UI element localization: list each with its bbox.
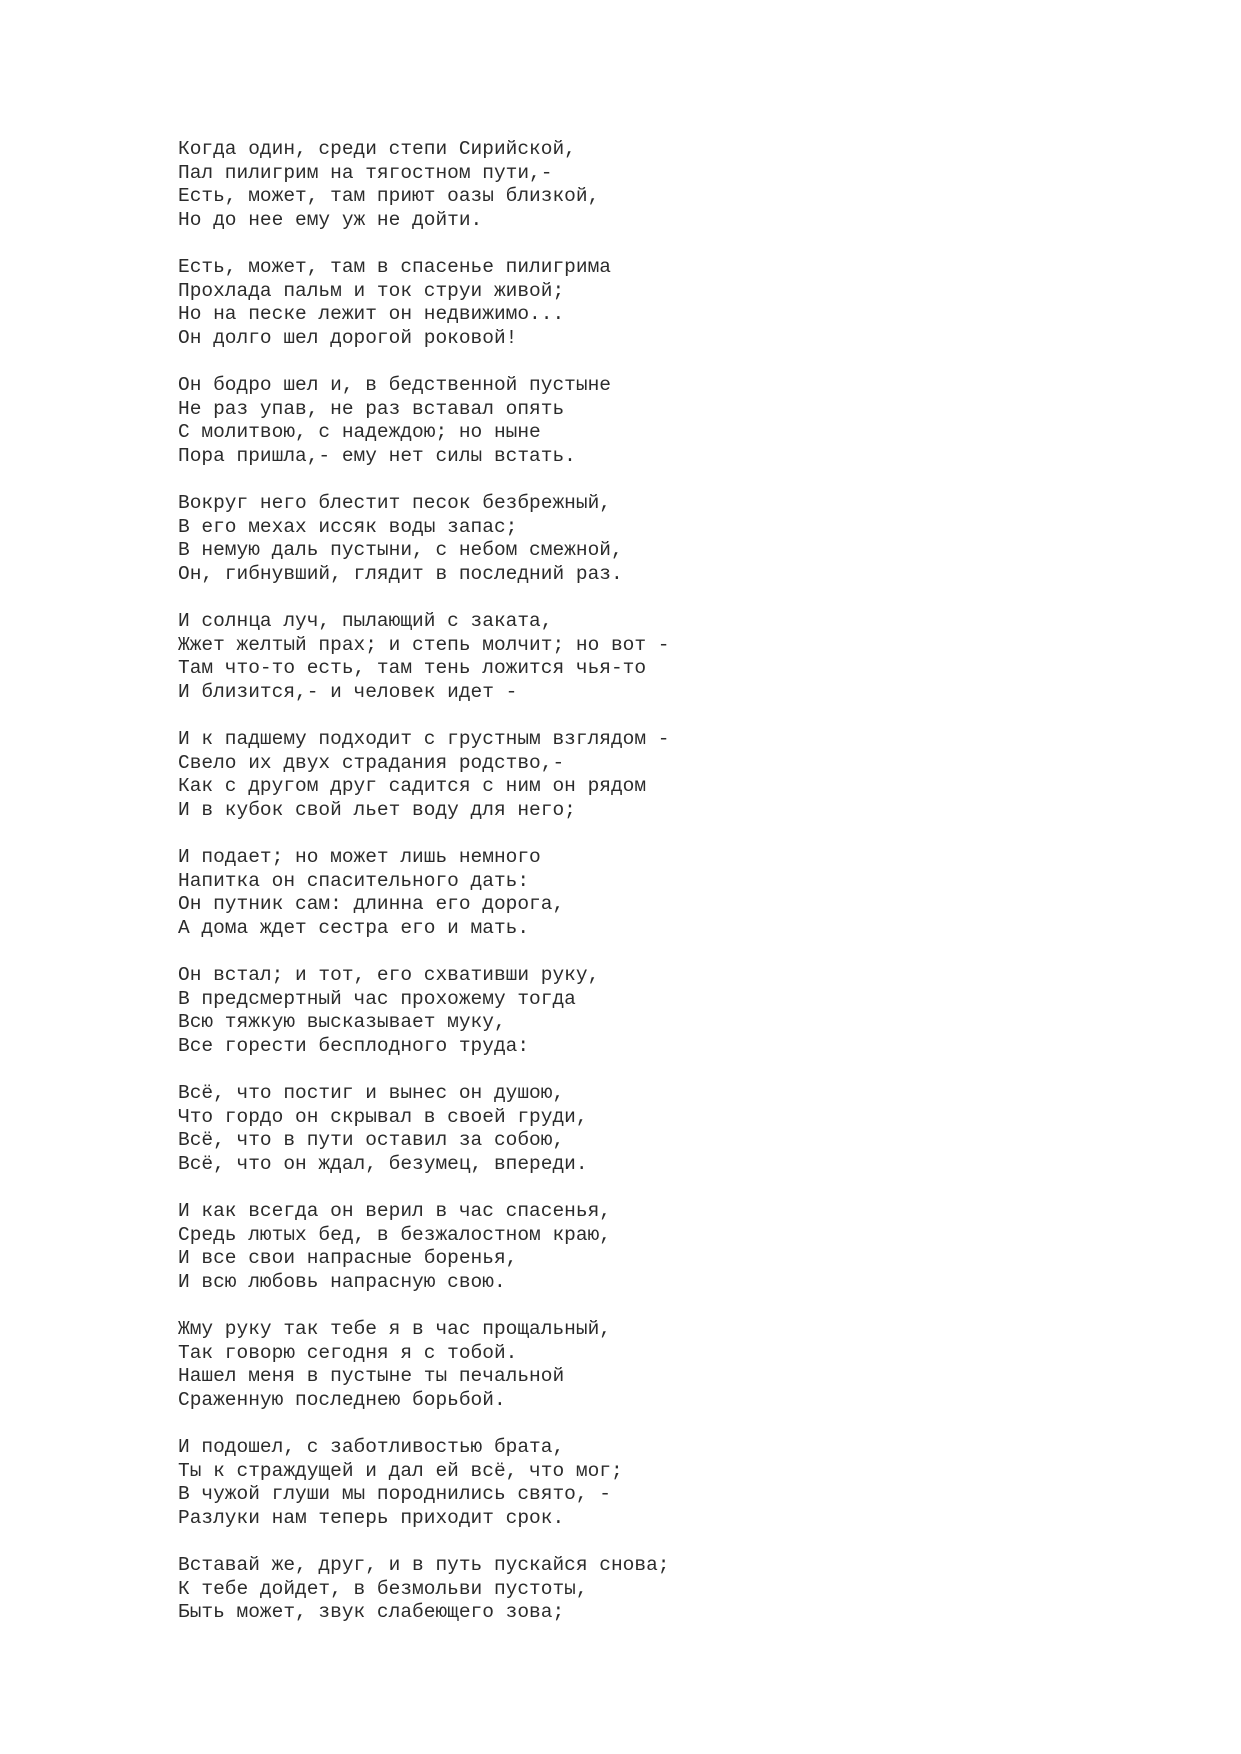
poem-line: А дома ждет сестра его и мать. xyxy=(178,916,530,939)
stanza xyxy=(178,728,1178,822)
poem-line: Пора пришла,- ему нет силы встать. xyxy=(178,444,576,467)
poem-line: Когда один, среди степи Сирийской, xyxy=(178,138,576,160)
poem-line: Он, гибнувший, глядит в последний раз. xyxy=(178,562,623,585)
poem-line: И как всегда он верил в час спасенья, xyxy=(178,1200,611,1222)
poem-line: Всё, что он ждал, безумец, впереди. xyxy=(178,1152,588,1175)
poem-line: Пал пилигрим на тягостном пути,- xyxy=(178,161,553,184)
poem-line: Что гордо он скрывал в своей груди, xyxy=(178,1105,588,1128)
poem-line: Он долго шел дорогой роковой! xyxy=(178,326,518,349)
stanza xyxy=(178,610,1178,704)
poem-line: К тебе дойдет, в безмольви пустоты, xyxy=(178,1577,588,1600)
poem-line: Свело их двух страдания родство,- xyxy=(178,751,565,774)
poem-line: И все свои напрасные боренья, xyxy=(178,1247,518,1269)
poem-line: Напитка он спасительного дать: xyxy=(178,869,530,892)
poem-line: Он встал; и тот, его схвативши руку, xyxy=(178,964,600,986)
poem-line: В немую даль пустыни, с небом смежной, xyxy=(178,539,623,561)
poem-line: Жму руку так тебе я в час прощальный, xyxy=(178,1318,611,1340)
poem-line: Всё, что в пути оставил за собою, xyxy=(178,1129,565,1151)
poem-line: Есть, может, там приют оазы близкой, xyxy=(178,185,600,207)
poem-line: Так говорю сегодня я с тобой. xyxy=(178,1341,518,1364)
stanza xyxy=(178,1436,1178,1530)
poem-line: Всё, что постиг и вынес он душою, xyxy=(178,1082,565,1104)
poem-line: И в кубок свой льет воду для него; xyxy=(178,798,576,821)
poem-line: Нашел меня в пустыне ты печальной xyxy=(178,1365,565,1387)
stanza xyxy=(178,374,1178,468)
poem-line: Он бодро шел и, в бедственной пустыне xyxy=(178,374,611,396)
stanza xyxy=(178,256,1178,350)
stanza xyxy=(178,1554,1178,1625)
poem-line: Вставай же, друг, и в путь пускайся снова; xyxy=(178,1554,670,1576)
stanza xyxy=(178,846,1178,940)
poem-line: Средь лютых бед, в безжалостном краю, xyxy=(178,1223,611,1246)
poem-line: И солнца луч, пылающий с заката, xyxy=(178,610,553,632)
poem-line: Все горести бесплодного труда: xyxy=(178,1034,530,1057)
poem-line: Как с другом друг садится с ним он рядом xyxy=(178,775,647,797)
poem-line: Там что-то есть, там тень ложится чья-то xyxy=(178,657,647,679)
poem-line: Сраженную последнею борьбой. xyxy=(178,1388,506,1411)
poem-line: Быть может, звук слабеющего зова; xyxy=(178,1601,565,1623)
poem-line: Жжет желтый прах; и степь молчит; но вот - xyxy=(178,633,670,656)
poem-line: Но до нее ему уж не дойти. xyxy=(178,208,483,231)
poem-line: И близится,- и человек идет - xyxy=(178,680,518,703)
poem-line: Но на песке лежит он недвижимо... xyxy=(178,303,565,325)
poem-line: Разлуки нам теперь приходит срок. xyxy=(178,1506,565,1529)
poem-line: И подает; но может лишь немного xyxy=(178,846,541,868)
stanza xyxy=(178,138,1178,232)
poem-line: И подошел, с заботливостью брата, xyxy=(178,1436,565,1458)
poem-line: Всю тяжкую высказывает муку, xyxy=(178,1011,506,1033)
stanza xyxy=(178,1200,1178,1294)
poem-line: Не раз упав, не раз вставал опять xyxy=(178,397,565,420)
poem-line: Вокруг него блестит песок безбрежный, xyxy=(178,492,611,514)
poem-line: Ты к страждущей и дал ей всё, что мог; xyxy=(178,1459,623,1482)
poem-line: Он путник сам: длинна его дорога, xyxy=(178,893,565,915)
stanza xyxy=(178,1082,1178,1176)
poem-line: С молитвою, с надеждою; но ныне xyxy=(178,421,541,443)
poem-line: И всю любовь напрасную свою. xyxy=(178,1270,506,1293)
poem-line: Есть, может, там в спасенье пилигрима xyxy=(178,256,611,278)
stanza xyxy=(178,1318,1178,1412)
poem-line: В его мехах иссяк воды запас; xyxy=(178,515,518,538)
poem-line: И к падшему подходит с грустным взглядом - xyxy=(178,728,670,750)
stanza xyxy=(178,964,1178,1058)
poem-line: Прохлада пальм и ток струи живой; xyxy=(178,279,565,302)
stanza xyxy=(178,492,1178,586)
poem-line: В предсмертный час прохожему тогда xyxy=(178,987,576,1010)
poem-text xyxy=(178,138,1178,1649)
poem-line: В чужой глуши мы породнились свято, - xyxy=(178,1483,611,1505)
